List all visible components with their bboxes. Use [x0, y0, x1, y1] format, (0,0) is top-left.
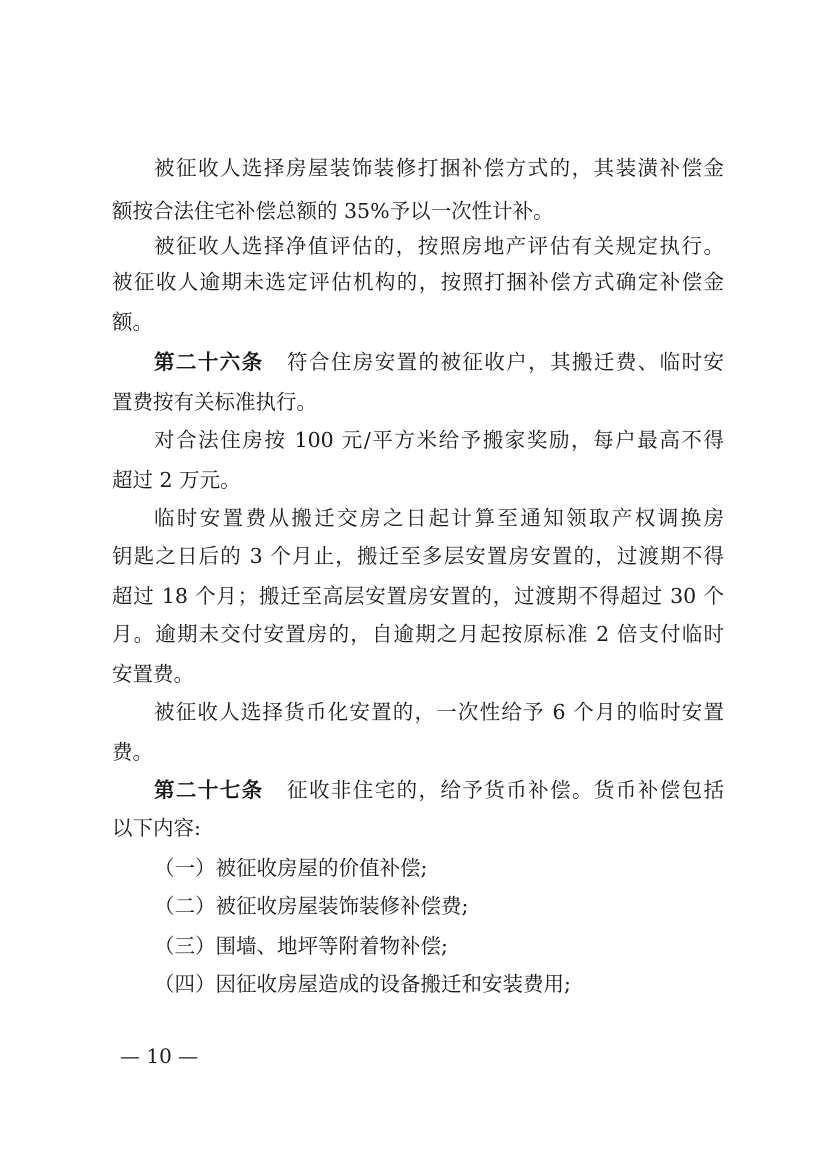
article-26-line-1	[154, 346, 724, 378]
list-item: （三）围墙、地坪等附着物补偿;	[154, 934, 448, 958]
p1-line-2: 额按合法住宅补偿总额的 35%予以一次性计补。	[112, 199, 554, 223]
list-item: （二）被征收房屋装饰装修补偿费;	[154, 894, 469, 918]
p6-line-2: 费。	[112, 740, 153, 764]
p5-line-3: 超过 18 个月；搬迁至高层安置房安置的，过渡期不得超过 30 个	[112, 584, 724, 608]
p5-line-4: 月。逾期未交付安置房的，自逾期之月起按原标准 2 倍支付临时	[112, 622, 724, 646]
p6-line-1: 被征收人选择货币化安置的，一次性给予 6 个月的临时安置	[154, 700, 724, 724]
list-item: （一）被征收房屋的价值补偿;	[154, 856, 428, 880]
article-27-text: 征收非住宅的，给予货币补偿。货币补偿包括	[285, 778, 724, 802]
p2-line-1: 被征收人选择净值评估的，按照房地产评估有关规定执行。	[154, 234, 724, 258]
page-number: — 10 —	[120, 1044, 199, 1068]
article-26-heading: 第二十六条	[154, 350, 264, 374]
p5-line-5: 安置费。	[112, 662, 194, 686]
p4-line-2: 超过 2 万元。	[112, 468, 241, 492]
article-26-text: 符合住房安置的被征收户，其搬迁费、临时安	[285, 350, 724, 374]
article-27-line-1	[154, 774, 724, 806]
article-27-heading: 第二十七条	[154, 778, 264, 802]
article-26-line-2: 置费按有关标准执行。	[112, 390, 317, 414]
p4-line-1: 对合法住房按 100 元/平方米给予搬家奖励，每户最高不得	[154, 428, 724, 452]
p2-line-3: 额。	[112, 310, 153, 334]
article-27-line-2: 以下内容:	[112, 816, 201, 840]
p1-line-1: 被征收人选择房屋装饰装修打捆补偿方式的，其装潢补偿金	[154, 156, 724, 180]
p2-line-2: 被征收人逾期未选定评估机构的，按照打捆补偿方式确定补偿金	[112, 270, 724, 294]
p5-line-1: 临时安置费从搬迁交房之日起计算至通知领取产权调换房	[154, 506, 724, 530]
list-item: （四）因征收房屋造成的设备搬迁和安装费用;	[154, 972, 571, 996]
p5-line-2: 钥匙之日后的 3 个月止，搬迁至多层安置房安置的，过渡期不得	[112, 544, 724, 568]
